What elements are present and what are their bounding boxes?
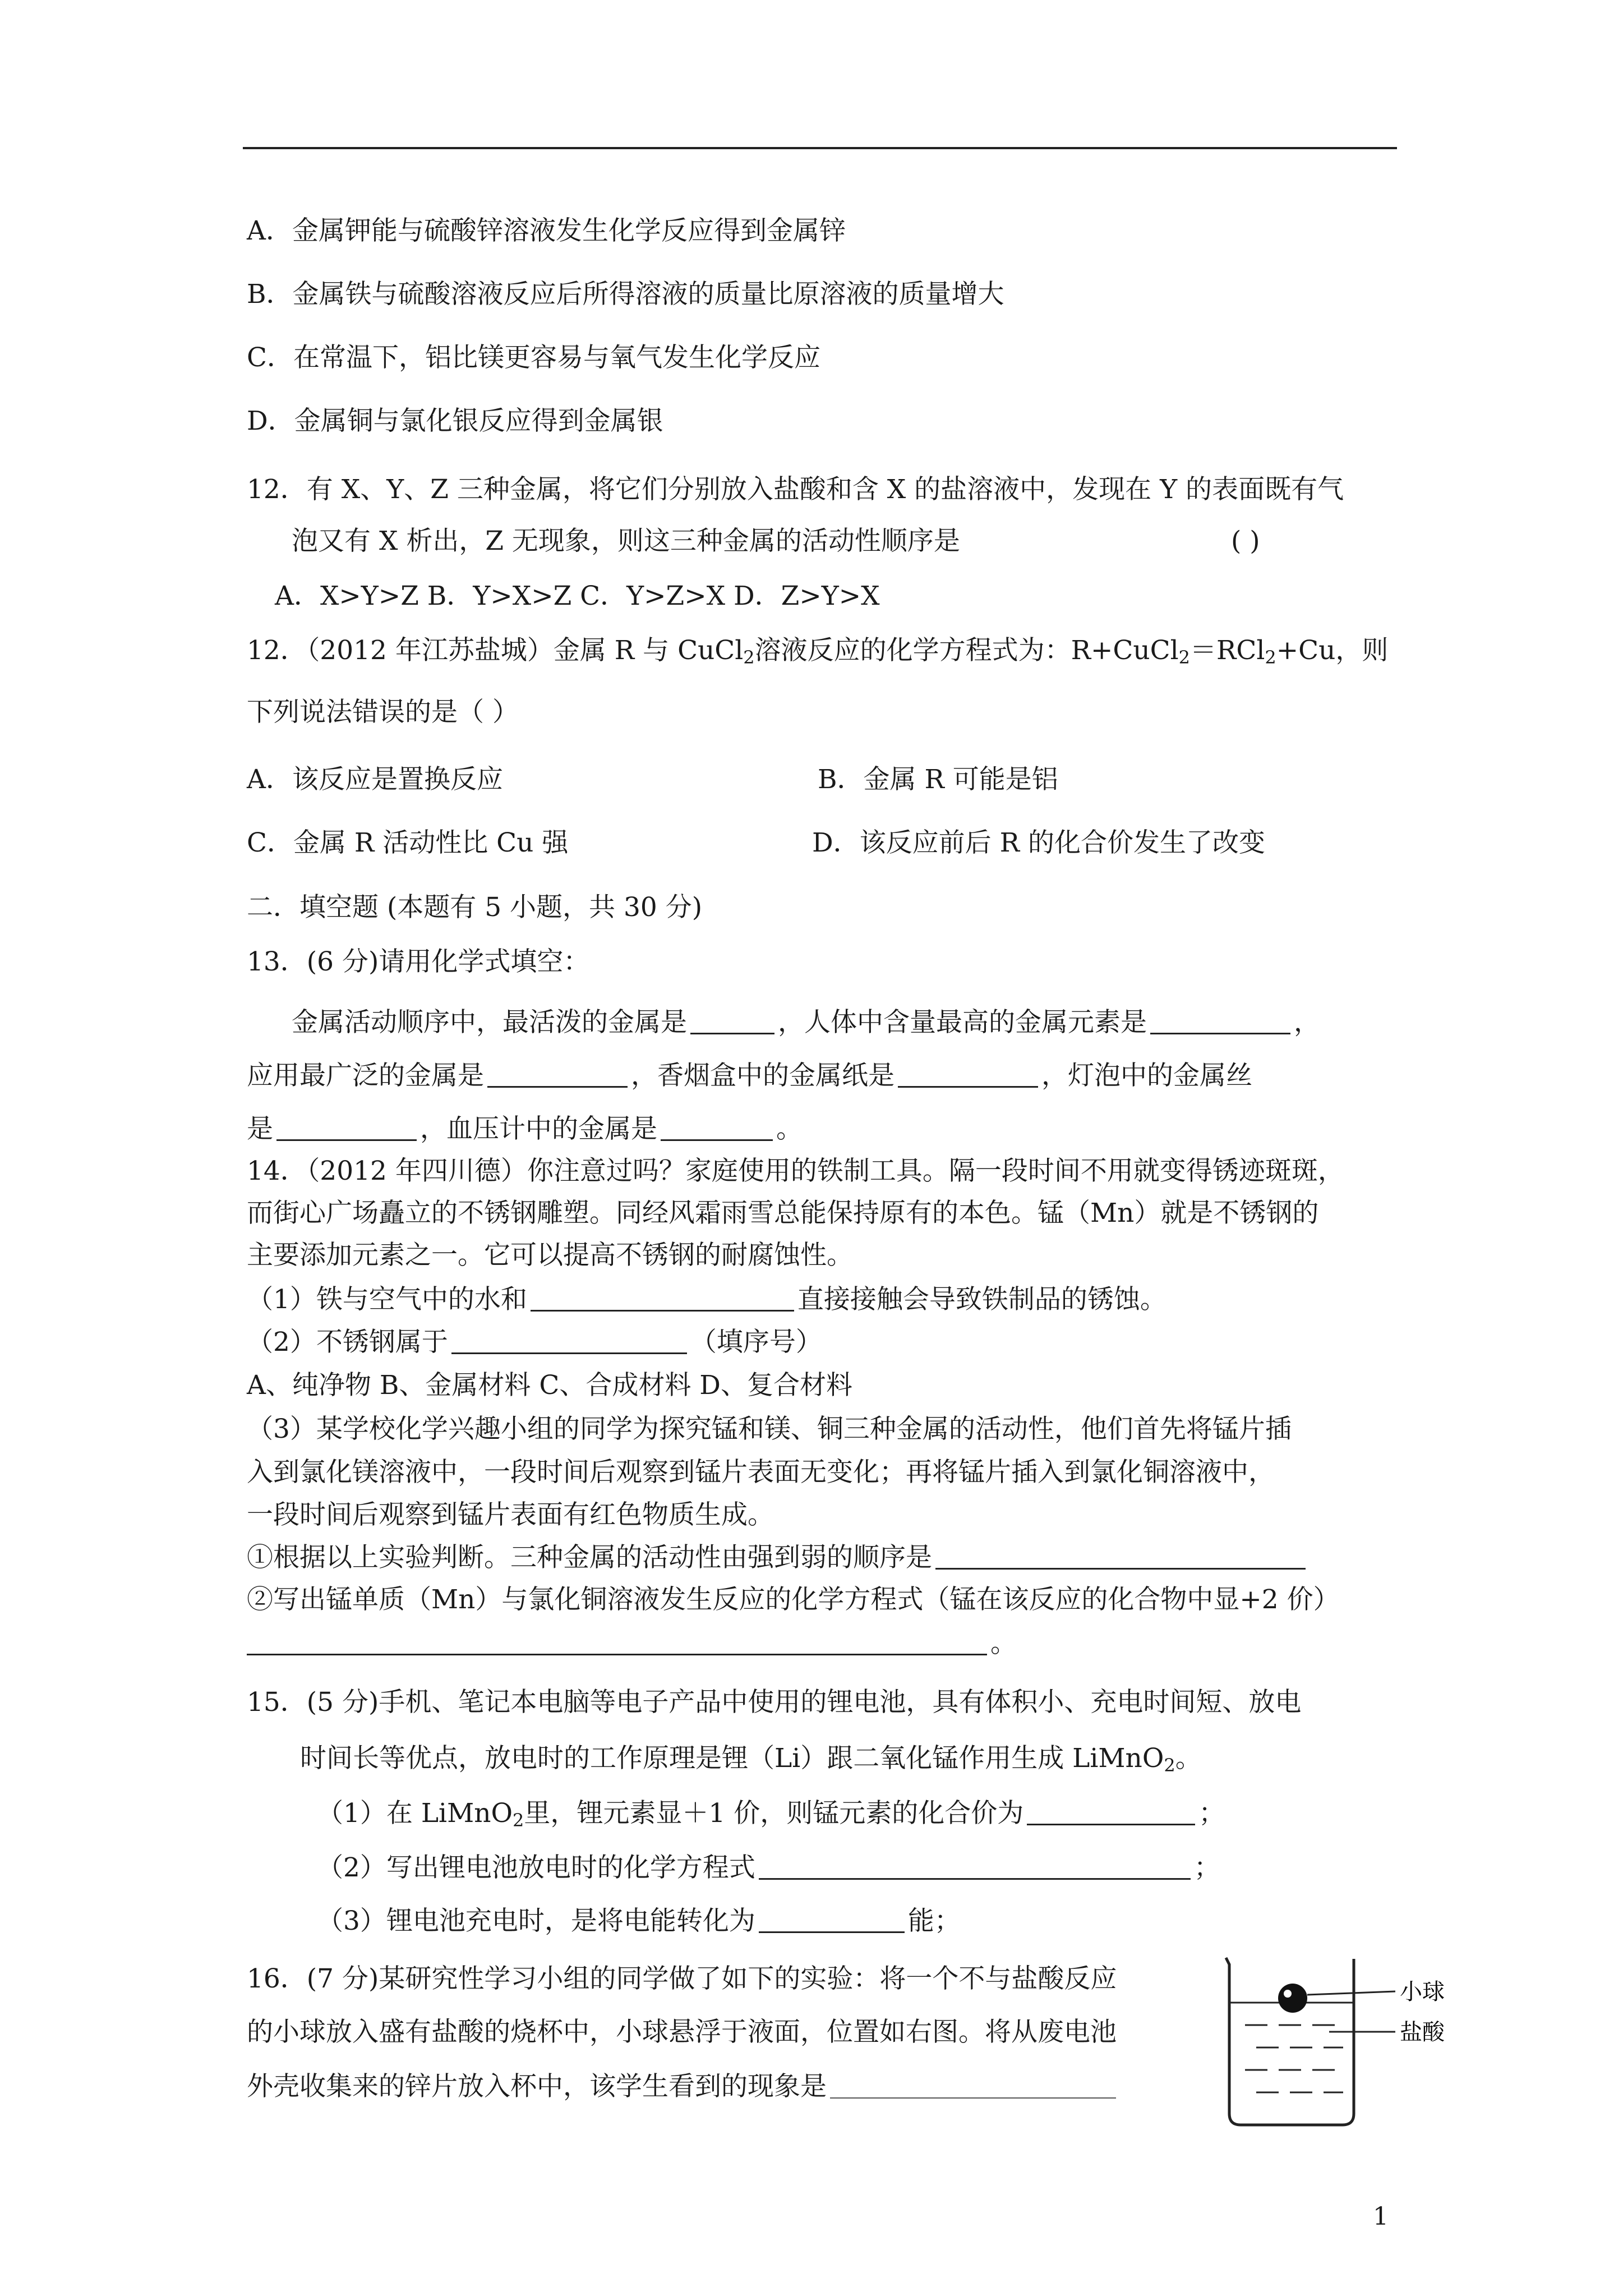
q13-text-8: ，血压计中的金属是: [420, 1114, 657, 1144]
q13-text-3: ，: [1294, 1007, 1320, 1038]
q12b-option-d: D．该反应前后 R 的化合价发生了改变: [812, 827, 1265, 858]
q12b-sub-1: 2: [743, 647, 755, 668]
q13-text-5: ，香烟盒中的金属纸是: [631, 1060, 895, 1091]
q13-blank-4[interactable]: [898, 1060, 1038, 1088]
ball: [1278, 1984, 1307, 2013]
section-title-fill-in: 二．填空题 (本题有 5 小题，共 30 分): [247, 892, 703, 923]
q14-sub1-text: ①根据以上实验判断。三种金属的活动性由强到弱的顺序是: [247, 1542, 932, 1573]
q16-line1: 16．(7 分)某研究性学习小组的同学做了如下的实验：将一个不与盐酸反应: [247, 1963, 1117, 1994]
q13-line2: [247, 1059, 1252, 1093]
q13-text-1: 金属活动顺序中，最活泼的金属是: [292, 1007, 687, 1038]
q15-part1-sub: 2: [513, 1810, 524, 1831]
q13-text-4: 应用最广泛的金属是: [247, 1060, 484, 1091]
beaker-outline: [1226, 1958, 1354, 2125]
q13-text-9: 。: [776, 1114, 803, 1144]
q13-line3: [247, 1112, 803, 1146]
q11-option-a: A．金属钾能与硫酸锌溶液发生化学反应得到金属锌: [247, 215, 846, 246]
q15-part2-end: ；: [1193, 1852, 1220, 1883]
q14-blank-4[interactable]: [247, 1628, 987, 1655]
q13-blank-3[interactable]: [487, 1060, 628, 1088]
q14-part1: [247, 1283, 1166, 1317]
ball-highlight: [1284, 1990, 1292, 1998]
q15-part3: [317, 1904, 961, 1938]
q12a-answer-paren: ( ): [1231, 526, 1260, 556]
q15-blank-1[interactable]: [1027, 1798, 1195, 1825]
beaker-figure: [1217, 1947, 1464, 2132]
q13-heading: 13．(6 分)请用化学式填空：: [247, 946, 590, 977]
q13-text-2: ，人体中含量最高的金属元素是: [778, 1007, 1147, 1038]
q13-line1: [292, 1006, 1320, 1039]
q12b-option-c: C．金属 R 活动性比 Cu 强: [247, 827, 569, 858]
q15-part3-end: 能；: [907, 1906, 961, 1936]
q13-blank-1[interactable]: [690, 1007, 774, 1034]
q14-part1-tail: 直接接触会导致铁制品的锈蚀。: [797, 1284, 1166, 1315]
q16-line3-text: 外壳收集来的锌片放入杯中，该学生看到的现象是: [247, 2071, 827, 2102]
q13-text-6: ，灯泡中的金属丝: [1041, 1060, 1252, 1091]
header-rule: [243, 147, 1397, 149]
q11-option-b: B．金属铁与硫酸溶液反应后所得溶液的质量比原溶液的质量增大: [247, 279, 1004, 310]
q14-line3: 主要添加元素之一。它可以提高不锈钢的耐腐蚀性。: [247, 1240, 853, 1271]
q12a-options: A．X>Y>Z B．Y>X>Z C．Y>Z>X D．Z>Y>X: [275, 581, 880, 611]
ball-label: 小球: [1400, 1979, 1445, 2005]
q14-line1: 14．（2012 年四川德）你注意过吗？家庭使用的铁制工具。隔一段时间不用就变得锈迹斑斑，: [247, 1156, 1344, 1186]
q15-line2: [300, 1742, 1202, 1782]
q13-blank-2[interactable]: [1150, 1007, 1290, 1034]
q14-sub2: ②写出锰单质（Mn）与氯化铜溶液发生反应的化学方程式（锰在该反应的化合物中显+2 价）: [247, 1584, 1340, 1615]
q14-part3-line1: （3）某学校化学兴趣小组的同学为探究锰和镁、铜三种金属的活动性，他们首先将锰片插: [247, 1414, 1292, 1444]
q14-sub2-end: 。: [990, 1628, 1017, 1659]
q14-part1-text: （1）铁与空气中的水和: [247, 1284, 527, 1315]
q15-part2-text: （2）写出锂电池放电时的化学方程式: [317, 1852, 755, 1883]
q15-part1-end: ；: [1198, 1798, 1225, 1829]
q15-line1: 15．(5 分)手机、笔记本电脑等电子产品中使用的锂电池，具有体积小、充电时间短、放电: [247, 1687, 1302, 1718]
q14-part2-tail: （填序号）: [690, 1327, 822, 1358]
ball-leader-line: [1307, 1991, 1395, 1995]
q15-part1-tail: 里，锂元素显＋1 价，则锰元素的化合价为: [524, 1798, 1024, 1829]
q13-blank-5[interactable]: [276, 1114, 417, 1141]
q14-part2: [247, 1326, 822, 1359]
q12b-text-1: 12．（2012 年江苏盐城）金属 R 与 CuCl: [247, 635, 744, 666]
q12a-line2: [292, 524, 960, 558]
q16-line3: [247, 2070, 1119, 2104]
q12a-stem: 泡又有 X 析出，Z 无现象，则这三种金属的活动性顺序是: [292, 526, 960, 556]
q14-part3-line2: 入到氯化镁溶液中，一段时间后观察到锰片表面无变化；再将锰片插入到氯化铜溶液中，: [247, 1457, 1275, 1488]
page-number: 1: [1373, 2202, 1389, 2231]
q12a-line1: 12．有 X、Y、Z 三种金属，将它们分别放入盐酸和含 X 的盐溶液中，发现在 Y 的表面既有气: [247, 474, 1344, 505]
q12b-sub-2: 2: [1178, 647, 1191, 668]
q15-blank-3[interactable]: [759, 1906, 905, 1933]
q15-part1-text: （1）在 LiMnO: [317, 1798, 513, 1829]
q12b-text-4: +Cu，则: [1276, 635, 1389, 666]
acid-liquid: [1245, 2025, 1343, 2092]
q15-part2: [317, 1851, 1220, 1885]
q11-option-c: C．在常温下，铝比镁更容易与氧气发生化学反应: [247, 342, 820, 373]
q14-blank-3[interactable]: [935, 1542, 1306, 1570]
q14-blank-1[interactable]: [531, 1284, 794, 1312]
q14-part3-line3: 一段时间后观察到锰片表面有红色物质生成。: [247, 1499, 774, 1530]
q15-text-end: 。: [1175, 1743, 1202, 1774]
q14-line2: 而街心广场矗立的不锈钢雕塑。同经风霜雨雪总能保持原有的本色。锰（Mn）就是不锈钢的: [247, 1198, 1319, 1228]
q15-sub: 2: [1164, 1755, 1175, 1776]
q14-sub2-answer: [247, 1627, 1017, 1660]
q14-part2-text: （2）不锈钢属于: [247, 1327, 448, 1358]
q12b-text-2: 溶液反应的化学方程式为：R+CuCl: [754, 635, 1179, 666]
q16-blank-1[interactable]: [830, 2072, 1116, 2099]
q16-line2: 的小球放入盛有盐酸的烧杯中，小球悬浮于液面，位置如右图。将从废电池: [247, 2017, 1117, 2047]
q15-text: 时间长等优点，放电时的工作原理是锂（Li）跟二氧化锰作用生成 LiMnO: [300, 1743, 1164, 1774]
q14-blank-2[interactable]: [451, 1327, 687, 1354]
q15-part3-text: （3）锂电池充电时，是将电能转化为: [317, 1906, 755, 1936]
q15-part1: [317, 1797, 1225, 1837]
q12b-option-a: A．该反应是置换反应: [247, 764, 503, 795]
acid-label: 盐酸: [1400, 2019, 1445, 2045]
q12b-sub-3: 2: [1265, 647, 1276, 668]
q12b-line1: [247, 634, 1388, 674]
q12b-option-b: B．金属 R 可能是铝: [818, 764, 1058, 795]
q12b-text-3: ＝RCl: [1190, 635, 1265, 666]
q14-options: A、纯净物 B、金属材料 C、合成材料 D、复合材料: [247, 1370, 852, 1401]
q13-text-7: 是: [247, 1114, 273, 1144]
q13-blank-6[interactable]: [661, 1114, 773, 1141]
q15-blank-2[interactable]: [759, 1852, 1191, 1880]
q12b-line2: 下列说法错误的是（ ）: [247, 697, 519, 728]
q14-sub1: [247, 1541, 1309, 1575]
q11-option-d: D．金属铜与氯化银反应得到金属银: [247, 406, 663, 436]
